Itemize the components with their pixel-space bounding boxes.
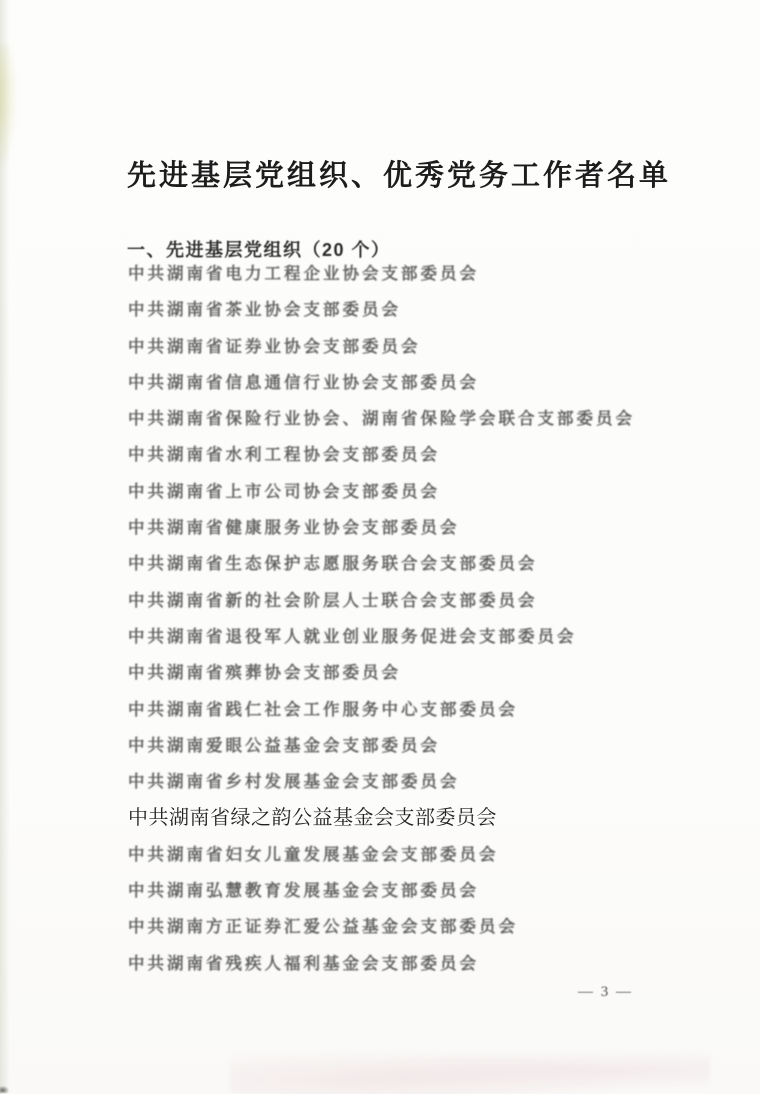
list-item: 中共湖南省证券业协会支部委员会 (128, 337, 421, 356)
list-item: 中共湖南省健康服务业协会支部委员会 (128, 519, 460, 538)
list-item: 中共湖南弘慧教育发展基金会支部委员会 (128, 882, 479, 901)
list-item: 中共湖南省电力工程企业协会支部委员会 (128, 265, 479, 283)
organization-list (128, 256, 728, 982)
list-item: 中共湖南爱眼公益基金会支部委员会 (128, 736, 440, 755)
list-item: 中共湖南省乡村发展基金会支部委员会 (128, 773, 460, 792)
list-item: 中共湖南省信息通信行业协会支部委员会 (128, 373, 479, 392)
scan-speck-bottomleft (0, 1086, 9, 1093)
list-item: 中共湖南省保险行业协会、湖南省保险学会联合支部委员会 (128, 410, 635, 429)
list-item: 中共湖南省生态保护志愿服务联合会支部委员会 (128, 555, 538, 574)
list-item: 中共湖南省新的社会阶层人士联合会支部委员会 (128, 591, 538, 610)
list-item: 中共湖南省水利工程协会支部委员会 (128, 446, 440, 465)
list-item: 中共湖南省茶业协会支部委员会 (128, 301, 401, 320)
list-item: 中共湖南省残疾人福利基金会支部委员会 (128, 954, 479, 973)
list-item: 中共湖南省妇女儿童发展基金会支部委员会 (128, 845, 499, 864)
list-item: 中共湖南省殡葬协会支部委员会 (128, 664, 401, 683)
section-heading: 一、先进基层党组织（20 个） (127, 239, 391, 260)
scan-smudge-bottom (230, 1045, 710, 1094)
list-item: 中共湖南省践仁社会工作服务中心支部委员会 (128, 700, 518, 719)
scan-edge-artifact (0, 0, 10, 1094)
list-item-clear: 中共湖南省绿之韵公益基金会支部委员会 (128, 807, 497, 830)
page-number: — 3 — (578, 984, 633, 1000)
list-item: 中共湖南方正证券汇爱公益基金会支部委员会 (128, 918, 518, 937)
list-item: 中共湖南省上市公司协会支部委员会 (128, 482, 440, 501)
list-item: 中共湖南省退役军人就业创业服务促进会支部委员会 (128, 627, 577, 646)
document-title: 先进基层党组织、优秀党务工作者名单 (127, 160, 672, 193)
scan-smudge-topleft (0, 45, 18, 175)
